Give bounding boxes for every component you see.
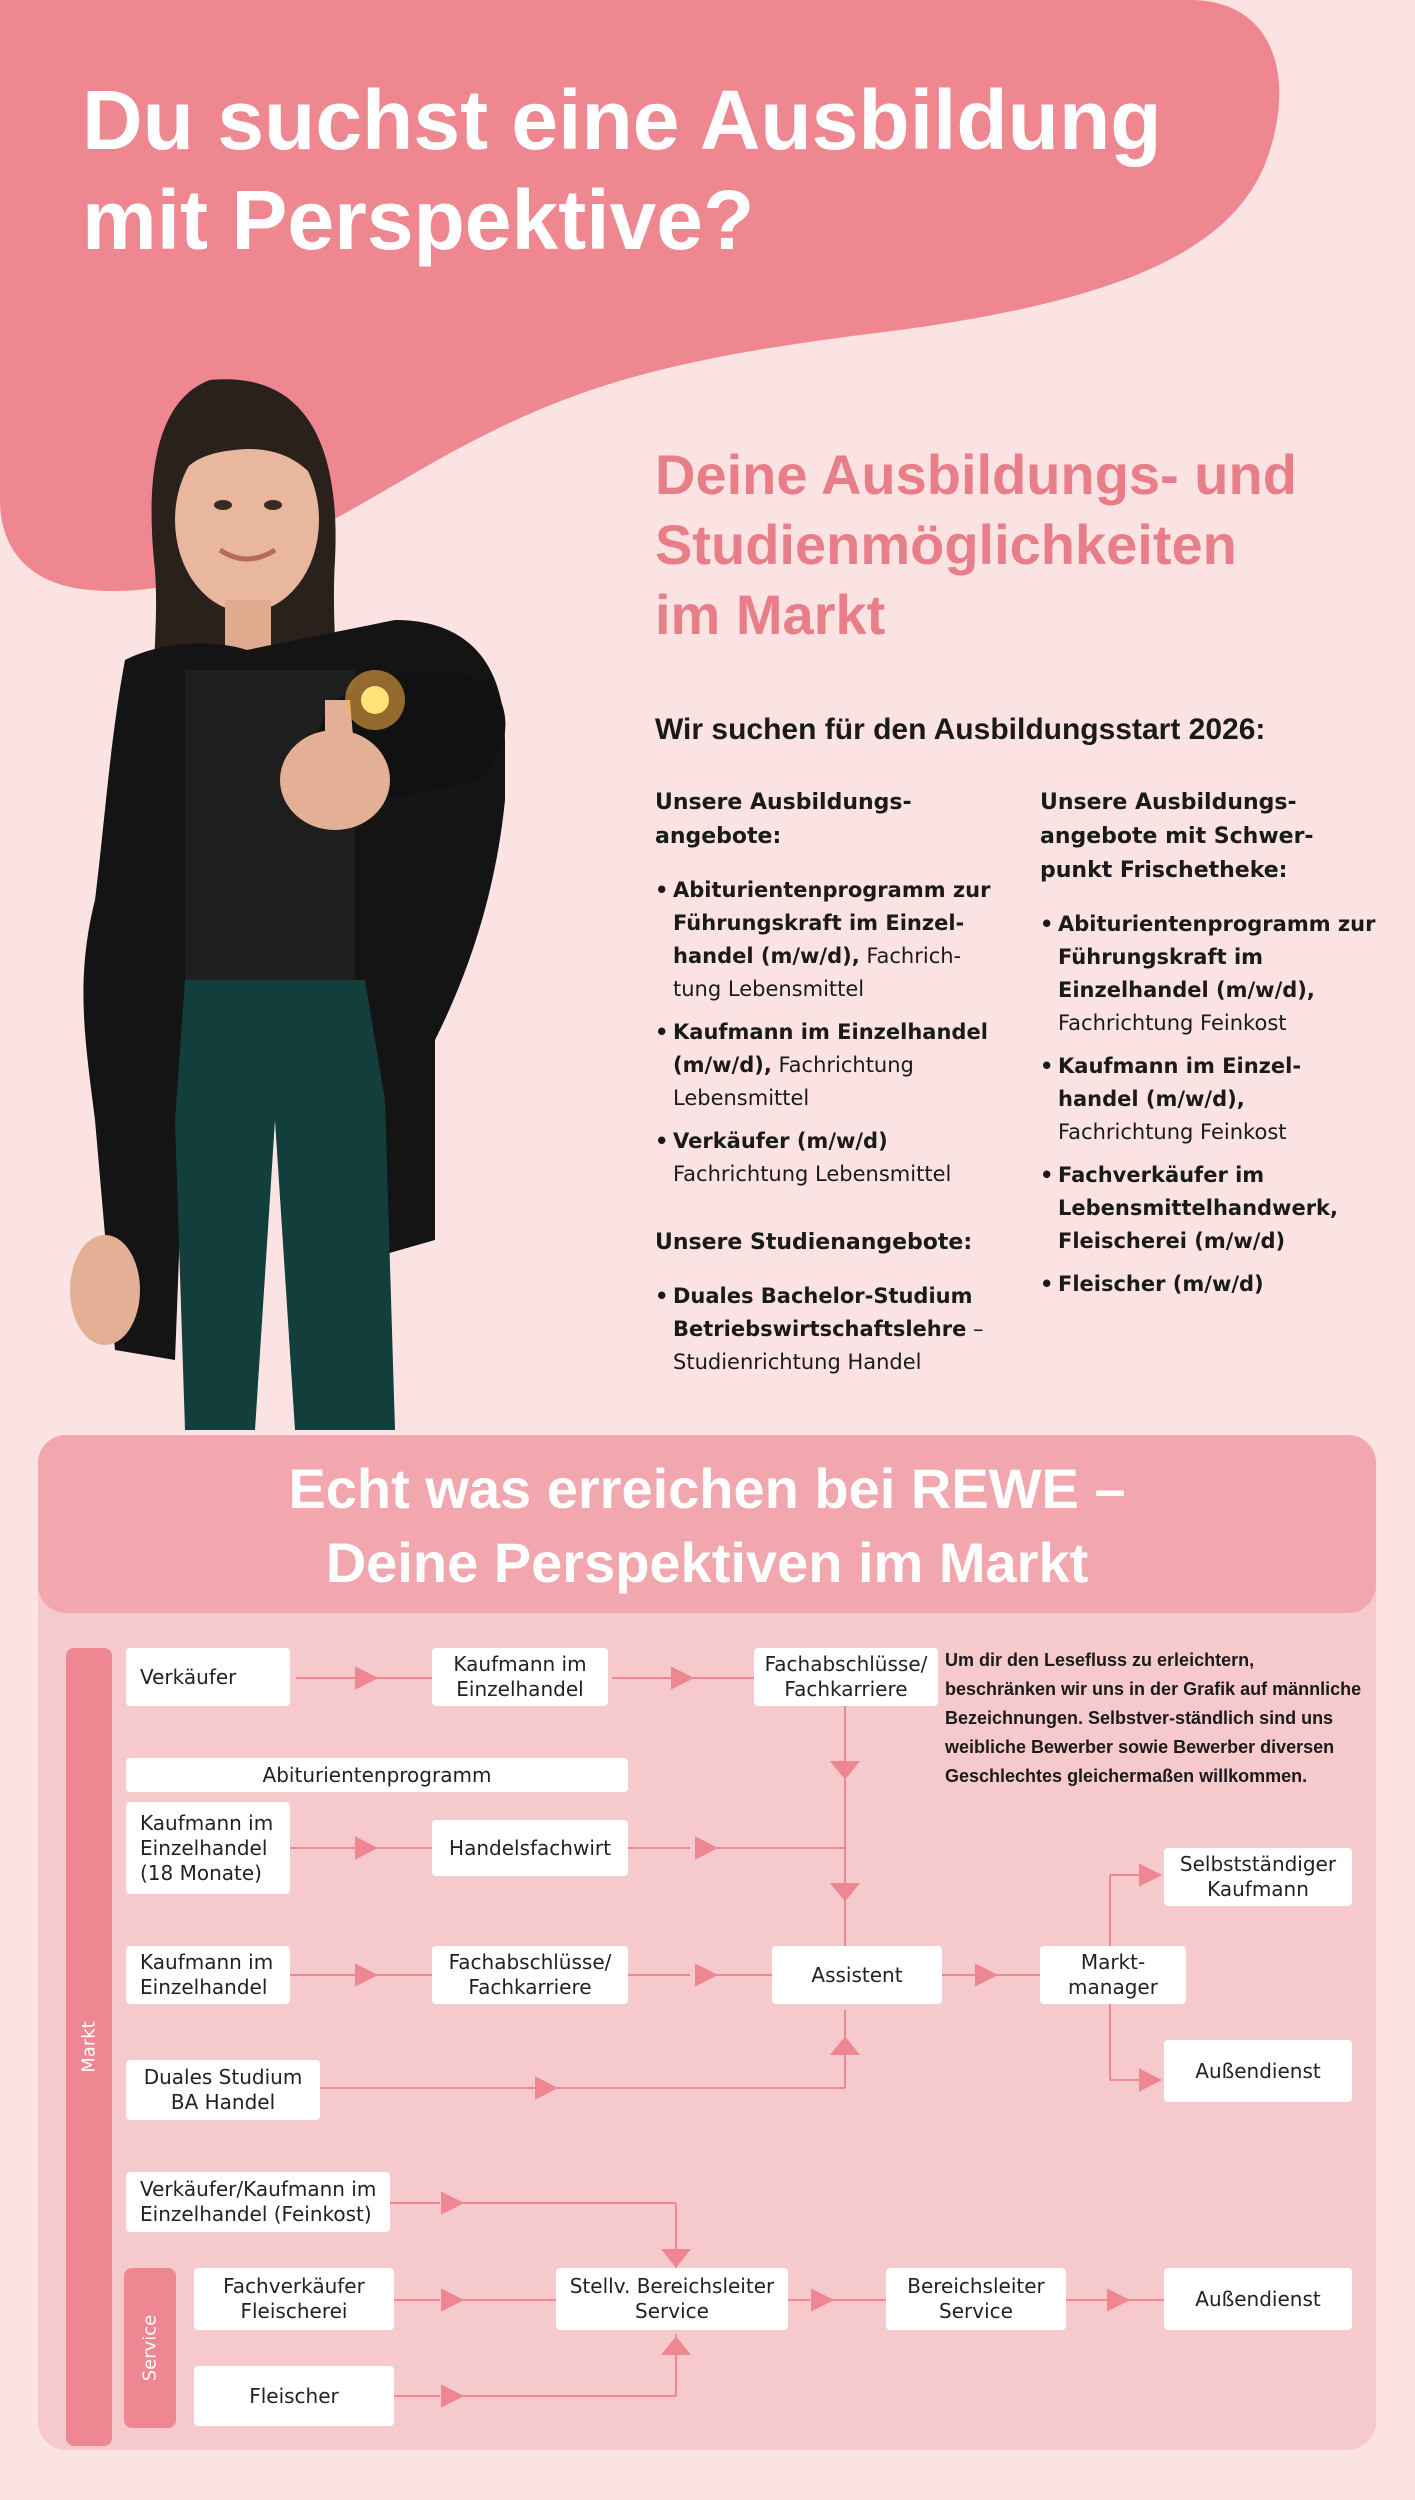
offer-item-title: Abiturientenprogramm zur Führungskraft im Einzelhandel (m/w/d),	[1058, 912, 1376, 1002]
arrow-icon	[663, 2250, 689, 2266]
title-line-1: Du suchst eine Ausbildung	[82, 73, 1162, 167]
offer-item-detail: – Studienrichtung Handel	[673, 1317, 984, 1374]
arrow-icon	[832, 1884, 858, 1900]
subtitle-line-1: Deine Ausbildungs- und	[655, 443, 1297, 506]
box-assistent: Assistent	[772, 1946, 942, 2004]
service-label: Service	[139, 2314, 161, 2382]
disclaimer-note: Um dir den Lesefluss zu erleichtern, beschränken wir uns in der Grafik auf männliche Bezeichnungen. Selbstver-ständlich sind uns weibliche Bewerber sowie Bewerber diversen Geschlechtes gleichermaßen willkommen.	[945, 1650, 1362, 1786]
box-bereichsleiter: Bereichsleiter Service	[886, 2268, 1066, 2330]
arrow-icon	[663, 2338, 689, 2354]
box-kaufmann-18-monate: Kaufmann im Einzelhandel (18 Monate)	[126, 1802, 290, 1894]
title-line-2: mit Perspektive?	[82, 173, 755, 267]
arrow-icon	[442, 2193, 462, 2213]
box-selbststaendiger-kaufmann: Selbstständiger Kaufmann	[1164, 1848, 1352, 1906]
offer-item-title: Duales Bachelor-Studium Betriebswirtschaftslehre	[673, 1284, 973, 1341]
box-handelsfachwirt: Handelsfachwirt	[432, 1820, 628, 1876]
box-aussendienst-2: Außendienst	[1164, 2268, 1352, 2330]
offer-item-detail: Fachrichtung Lebensmittel	[673, 1053, 914, 1110]
arrow-icon	[812, 2290, 832, 2310]
start-heading: Wir suchen für den Ausbildungsstart 2026:	[655, 713, 1266, 746]
box-fachabschluesse-top: Fachabschlüsse/ Fachkarriere	[754, 1648, 938, 1706]
arrow-icon	[442, 2386, 462, 2406]
markt-label: Markt	[78, 2021, 100, 2073]
subtitle-line-2: Studienmöglichkeiten	[655, 513, 1237, 576]
arrow-icon	[442, 2290, 462, 2310]
arrow-icon	[356, 1965, 376, 1985]
offers-column-1-title: Unsere Ausbildungs-angebote:	[655, 790, 912, 849]
perspectives-title-line-2: Deine Perspektiven im Markt	[325, 1531, 1089, 1594]
box-fachverkaeufer-fleischerei: Fachverkäufer Fleischerei	[194, 2268, 394, 2330]
offer-item-title: Verkäufer (m/w/d)	[673, 1129, 888, 1153]
box-duales-studium: Duales Studium BA Handel	[126, 2060, 320, 2120]
arrow-icon	[976, 1965, 996, 1985]
arrow-icon	[672, 1668, 692, 1688]
arrow-icon	[356, 1838, 376, 1858]
arrow-icon	[536, 2078, 556, 2098]
box-fachabschluesse-mid: Fachabschlüsse/ Fachkarriere	[432, 1946, 628, 2004]
offer-item-detail: Fachrichtung Feinkost	[1058, 1011, 1287, 1035]
offer-item-detail: Fachrichtung Lebensmittel	[673, 1162, 952, 1186]
arrow-icon	[832, 2038, 858, 2054]
box-marktmanager: Markt- manager	[1040, 1946, 1186, 2004]
arrow-icon	[1108, 2290, 1128, 2310]
offer-item-title: Fachverkäufer im Lebensmittelhandwerk, Fleischerei (m/w/d)	[1058, 1163, 1338, 1253]
arrow-icon	[356, 1668, 376, 1688]
box-stellv-bereichsleiter: Stellv. Bereichsleiter Service	[556, 2268, 788, 2330]
offer-item-title: Abiturientenprogramm zur Führungskraft im Einzel-handel (m/w/d),	[673, 878, 991, 968]
arrow-icon	[696, 1838, 716, 1858]
arrow-icon	[696, 1965, 716, 1985]
offer-item-title: Kaufmann im Einzelhandel (m/w/d),	[673, 1020, 988, 1077]
box-fleischer: Fleischer	[194, 2366, 394, 2426]
perspectives-title-line-1: Echt was erreichen bei REWE –	[288, 1457, 1126, 1520]
subtitle-line-3: im Markt	[655, 583, 886, 646]
offer-item-title: Kaufmann im Einzel-handel (m/w/d),	[1058, 1054, 1302, 1111]
box-verkaeufer-feinkost: Verkäufer/Kaufmann im Einzelhandel (Feinkost)	[126, 2172, 390, 2232]
offer-item-title: Fleischer (m/w/d)	[1058, 1272, 1264, 1296]
box-kaufmann-einzelhandel: Kaufmann im Einzelhandel	[432, 1648, 608, 1706]
arrow-icon	[1140, 2070, 1160, 2090]
arrow-icon	[832, 1762, 858, 1778]
offer-item-detail: Fachrich-tung Lebensmittel	[673, 944, 962, 1001]
offers-column-2-title: Unsere Ausbildungs-angebote mit Schwer-punkt Frischetheke:	[1040, 790, 1314, 883]
box-verkaeufer: Verkäufer	[126, 1648, 290, 1706]
arrow-icon	[1140, 1865, 1160, 1885]
offer-item-detail: Fachrichtung Feinkost	[1058, 1120, 1287, 1144]
box-kaufmann-einzelhandel-2: Kaufmann im Einzelhandel	[126, 1946, 290, 2004]
box-abiturientenprogramm: Abiturientenprogramm	[126, 1758, 628, 1792]
box-aussendienst-1: Außendienst	[1164, 2040, 1352, 2102]
studien-title: Unsere Studienangebote:	[655, 1230, 973, 1255]
